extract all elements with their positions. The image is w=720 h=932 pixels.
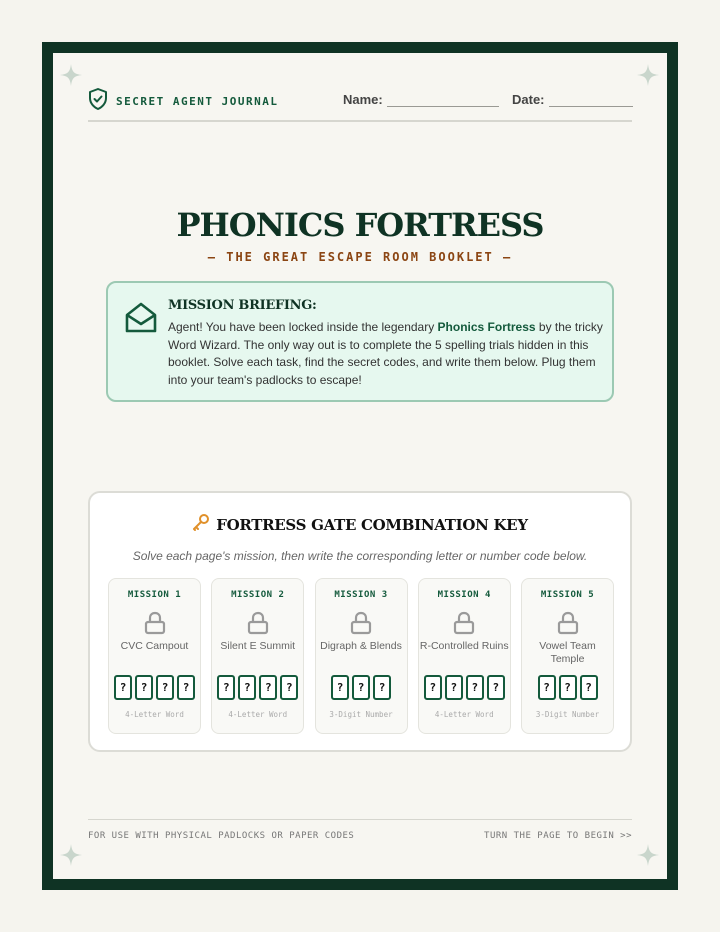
code-slot[interactable]: ? [156,675,174,700]
mission-card [418,578,511,734]
mission-label: MISSION 5 [540,590,595,600]
page-header [88,88,632,122]
mission-name: CVC Campout [120,640,189,652]
code-slot[interactable]: ? [445,675,463,700]
mission-label: MISSION 4 [437,590,491,600]
code-slot[interactable]: ? [373,675,391,700]
code-slot[interactable]: ? [135,675,153,700]
code-slot[interactable]: ? [538,675,556,700]
mission-card [108,578,201,734]
code-slot[interactable]: ? [487,675,505,700]
code-slot[interactable]: ? [331,675,349,700]
envelope-open-icon [124,301,158,340]
mission-label: MISSION 1 [127,590,182,600]
date-label: Date: [512,92,545,107]
padlock-icon [109,611,200,635]
page-subtitle: — THE GREAT ESCAPE ROOM BOOKLET — [207,250,513,264]
mission-name: Digraph & Blends [320,640,402,652]
briefing-text [168,319,604,389]
code-slot[interactable]: ? [238,675,256,700]
footer-next-page: TURN THE PAGE TO BEGIN >> [484,831,632,841]
padlock-icon [316,611,407,635]
code-slot[interactable]: ? [177,675,195,700]
padlock-icon [419,611,510,635]
code-slot[interactable]: ? [580,675,598,700]
brand [88,88,278,115]
code-slots [212,675,303,700]
page-paper [53,53,667,879]
sparkle-icon [637,844,659,866]
name-line[interactable] [387,97,499,107]
briefing-highlight: Phonics Fortress [437,320,536,334]
code-slot[interactable]: ? [424,675,442,700]
code-slot[interactable]: ? [259,675,277,700]
code-hint: 4-Letter Word [434,710,494,719]
mission-card [521,578,614,734]
sparkle-icon [60,844,82,866]
footer-note: FOR USE WITH PHYSICAL PADLOCKS OR PAPER CODES [88,831,355,841]
combination-key-box [88,491,632,752]
code-hint: 3-Digit Number [535,710,600,719]
mission-name: R-Controlled Ruins [419,640,509,652]
code-slot[interactable]: ? [352,675,370,700]
code-slots [419,675,510,700]
briefing-heading: MISSION BRIEFING: [168,298,317,313]
code-slot[interactable]: ? [280,675,298,700]
padlock-icon [522,611,613,635]
code-hint: 3-Digit Number [329,710,393,719]
mission-label: MISSION 2 [231,590,285,600]
code-hint: 4-Letter Word [125,710,184,719]
mission-card [211,578,304,734]
date-line[interactable] [549,97,633,107]
combination-key-title: FORTRESS GATE COMBINATION KEY [216,515,528,534]
padlock-icon [212,611,303,635]
code-slot[interactable]: ? [559,675,577,700]
mission-name: Vowel Team Temple [539,640,596,665]
page-title: PHONICS FORTRESS [176,206,544,244]
code-slot[interactable]: ? [466,675,484,700]
mission-label: MISSION 3 [334,590,388,600]
code-slots [316,675,407,700]
page-footer [88,819,632,841]
code-slots [109,675,200,700]
code-slot[interactable]: ? [217,675,235,700]
name-field[interactable] [343,92,499,107]
code-hint: 4-Letter Word [228,710,288,719]
name-label: Name: [343,92,383,107]
code-slot[interactable]: ? [114,675,132,700]
mission-name: Silent E Summit [220,640,296,652]
code-slots [522,675,613,700]
combination-key-instructions: Solve each page's mission, then write the corresponding letter or number code below. [132,549,588,563]
combination-key-header [90,513,630,536]
briefing-text-start: Agent! You have been locked inside the legendary [168,320,438,334]
briefing-text-end: by the tricky Word Wizard. The only way out is to complete the 5 spelling trials hidden in this booklet. Solve each task, find the secret codes, and write them below. Plug them into your team's padlocks to escape! [168,320,603,387]
brand-title: SECRET AGENT JOURNAL [116,95,279,108]
mission-list [108,578,614,734]
sparkle-icon [637,64,659,86]
mission-card [315,578,408,734]
mission-briefing-box [106,281,614,402]
sparkle-icon [60,64,82,86]
shield-check-icon [88,88,108,115]
key-icon [192,513,210,536]
date-field[interactable] [512,92,633,107]
